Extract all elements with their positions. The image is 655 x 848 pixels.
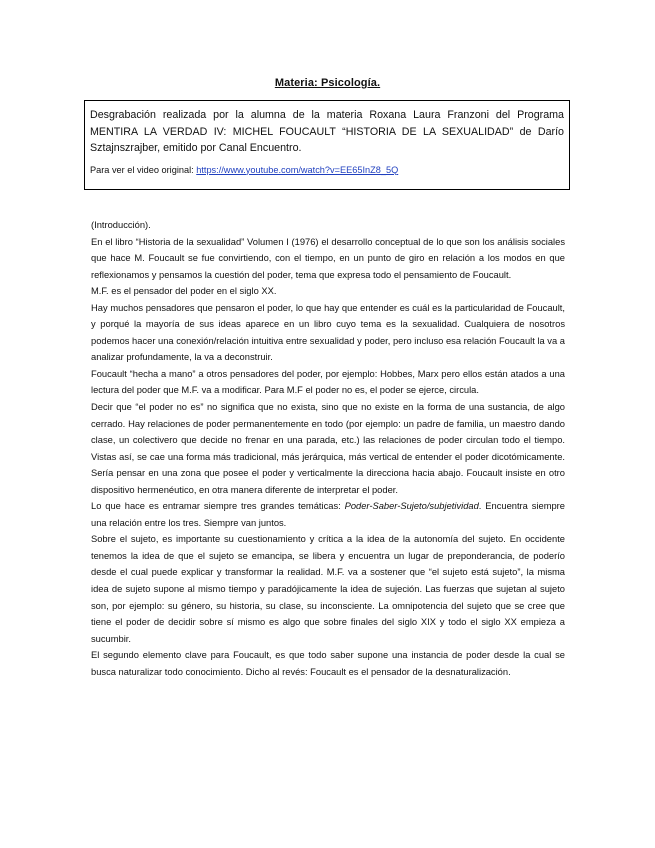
paragraph-thinker-of-power: M.F. es el pensador del poder en el siglo XX. [91,286,277,297]
paragraph-power-and-sexuality: Hay muchos pensadores que pensaron el poder, lo que hay que entender es cuál es la particularidad de Foucault, y porqué la mayoría de sus ideas aparece en un libro cuyo tema es la sexualidad. Cualquiera de nosotros podemos hacer una conexión/relación intuitiva entre sexualidad y poder, pero incluso esa relación Foucault la va a analizar profundamente, la va a deconstruir. [91,302,565,363]
paragraph-subject: Sobre el sujeto, es importante su cuestionamiento y crítica a la idea de la autonomía del sujeto. En occidente tenemos la idea de que el sujeto se emancipa, se libera y encuentra un lugar de preponderancia, de poderío desde el cual puede explicar y transformar la realidad. M.F. va a sostener que “el sujeto está sujeto”, la misma idea de sujeto supone al mismo tiempo y paradójicamente la idea de sujeción. Las fuerzas que sujetan al sujeto son, por ejemplo: su género, su historia, su clase, su inconsciente. La omnipotencia del sujeto que se cree que tiene el poder de decidir sobre sí mismo es algo que sobre finales del siglo XIX y todo el siglo XX empieza a sucumbir. [91,534,565,644]
video-reference [90,164,564,177]
paragraph-knowledge: El segundo elemento clave para Foucault, es que todo saber supone una instancia de poder desde la cual se busca naturalizar todo conocimiento. Dicho al revés: Foucault es el pensador de la desnaturalización. [91,650,565,677]
transcription-credit: Desgrabación realizada por la alumna de la materia Roxana Laura Franzoni del Programa MENTIRA LA VERDAD IV: MICHEL FOUCAULT “HISTORIA DE LA SEXUALIDAD” de Darío Sztajnszrajber, emitido por Canal Encuentro. [90,109,564,154]
document-body [91,217,565,680]
paragraph-power-relations: Decir que “el poder no es” no significa que no exista, sino que no existe en la forma de una sustancia, de algo cerrado. Hay relaciones de poder permanentemente en todo (por ejemplo: un padre de familia, un maestro dando clase, un colectivero que decide no frenar en una parada, etc.) las relaciones de poder circulan todo el tiempo. Vistas así, se cae una forma más tradicional, más jerárquica, más vertical de entender el poder dicotómicamente. Sería pensar en una zona que posee el poder y verticalmente la direcciona hacia abajo. Foucault insiste en otro dispositivo hermenéutico, en otra manera diferente de interpretar el poder. [91,402,565,495]
triad-tail: . Encuentra siempre una relación entre los tres. Siempre van juntos. [91,501,565,528]
paragraph-other-thinkers: Foucault “hecha a mano” a otros pensadores del poder, por ejemplo: Hobbes, Marx pero ellos están atados a una lectura del poder que M.F. va a modificar. Para M.F el poder no es, el poder se ejerce, circula. [91,368,565,396]
paragraph-triad [91,498,565,531]
triad-lead: Lo que hace es entramar siempre tres grandes temáticas: [91,501,345,512]
source-info-box [84,100,570,190]
video-label: Para ver el video original: [90,164,197,175]
video-link[interactable]: https://www.youtube.com/watch?v=EE65InZ8_5Q [196,164,399,175]
paragraph-intro-heading: (Introducción). [91,220,151,230]
page-title: Materia: Psicología. [274,77,381,89]
triad-terms: Poder-Saber-Sujeto/subjetividad [344,501,479,512]
paragraph-book-context: En el libro “Historia de la sexualidad” Volumen I (1976) el desarrollo conceptual de lo que son los análisis sociales que hace M. Foucault se fue convirtiendo, con el tiempo, en un punto de giro en relación a los modos en que reflexionamos y pensamos la cuestión del poder, tema que expresa todo el pensamiento de Foucault. [91,236,565,280]
